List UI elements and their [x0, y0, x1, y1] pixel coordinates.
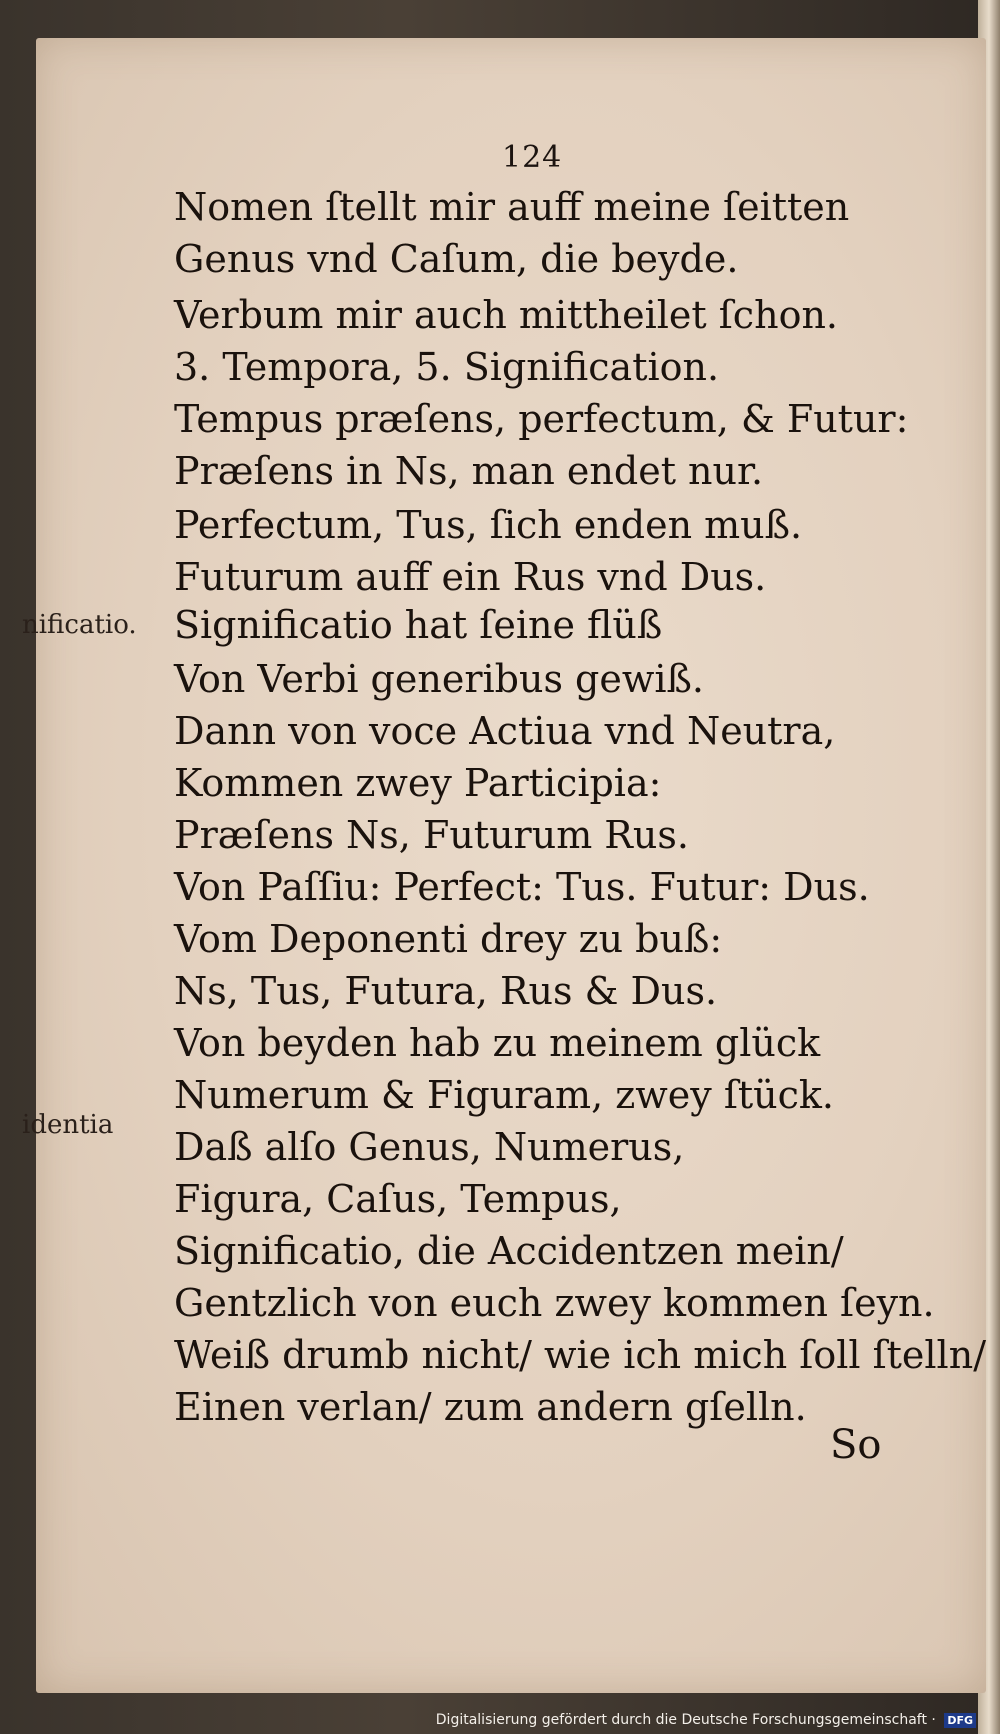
text-line: Numerum & Figuram, zwey ſtück.	[174, 1073, 835, 1117]
text-line: Gentzlich von euch zwey kommen ſeyn.	[174, 1281, 935, 1325]
catchword: So	[830, 1422, 882, 1468]
text-line: Einen verlan/ zum andern gſelln.	[174, 1385, 807, 1429]
dfg-logo: DFG	[944, 1713, 976, 1728]
margin-note: nificatio.	[22, 610, 137, 640]
digitization-credit	[436, 1712, 976, 1728]
text-line: Significatio, die Accidentzen mein/	[174, 1229, 844, 1273]
text-line: Præſens in Ns, man endet nur.	[174, 449, 764, 493]
page-number: 124	[502, 140, 563, 175]
text-line: Verbum mir auch mittheilet ſchon.	[174, 293, 838, 337]
text-line: 3. Tempora, 5. Signification.	[174, 345, 720, 389]
text-line: Tempus præſens, perfectum, & Futur:	[174, 397, 909, 441]
text-line: Significatio hat ſeine flüß	[174, 603, 663, 647]
text-line: Futurum auff ein Rus vnd Dus.	[174, 555, 767, 599]
text-line: Figura, Caſus, Tempus,	[174, 1177, 622, 1221]
text-line: Daß alſo Genus, Numerus,	[174, 1125, 685, 1169]
text-line: Nomen ſtellt mir auff meine ſeitten	[174, 185, 850, 229]
text-line: Von Paſſiu: Perfect: Tus. Futur: Dus.	[174, 865, 870, 909]
text-line: Von beyden hab zu meinem glück	[174, 1021, 821, 1065]
text-line: Perfectum, Tus, ſich enden muß.	[174, 503, 803, 547]
text-line: Kommen zwey Participia:	[174, 761, 662, 805]
margin-note: identia	[22, 1110, 114, 1140]
text-line: Ns, Tus, Futura, Rus & Dus.	[174, 969, 718, 1013]
text-line: Weiß drumb nicht/ wie ich mich ſoll ſtelln/	[174, 1333, 986, 1377]
text-line: Von Verbi generibus gewiß.	[174, 657, 704, 701]
text-line: Genus vnd Caſum, die beyde.	[174, 237, 739, 281]
credit-text: Digitalisierung gefördert durch die Deutsche Forschungsgemeinschaft ·	[435, 1712, 936, 1728]
text-line: Vom Deponenti drey zu buß:	[174, 917, 723, 961]
text-line: Præſens Ns, Futurum Rus.	[174, 813, 689, 857]
text-line: Dann von voce Actiua vnd Neutra,	[174, 709, 836, 753]
